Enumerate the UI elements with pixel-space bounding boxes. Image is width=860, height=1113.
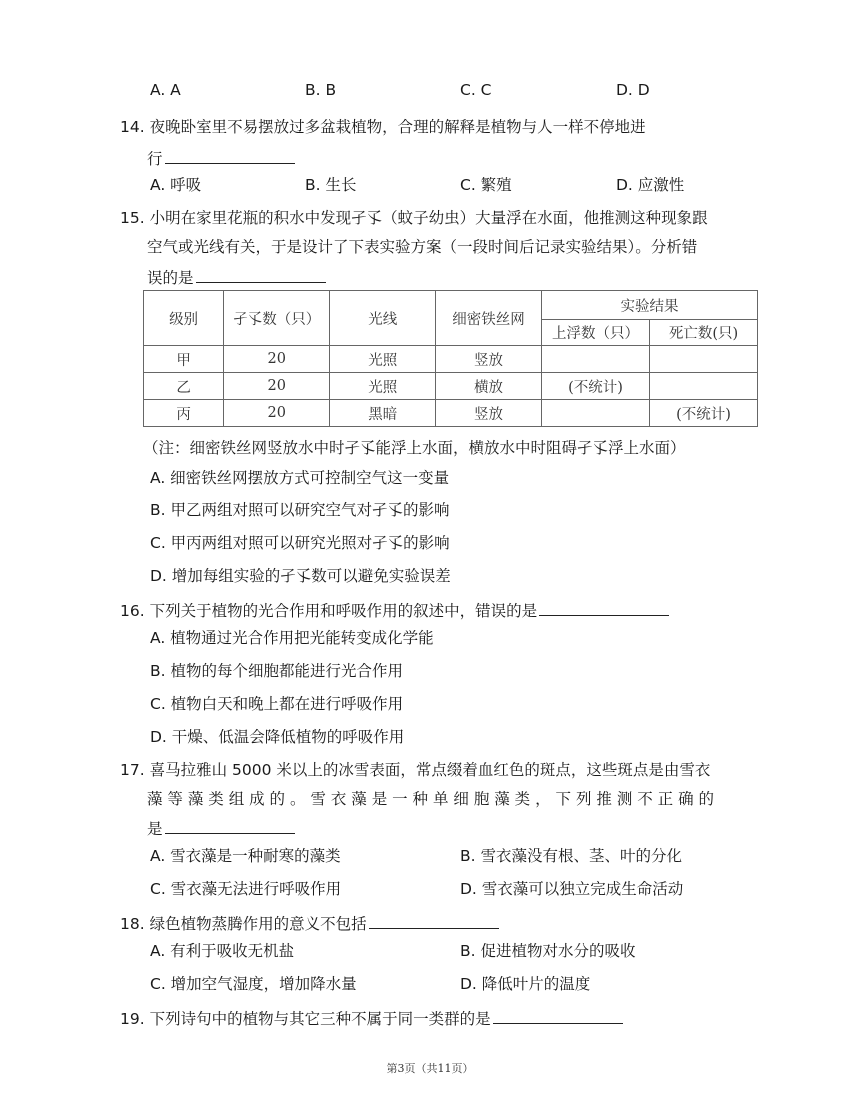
page-footer: 第3页（共11页） [386,1062,474,1075]
q18-stem [120,910,499,934]
q17-answer-blank[interactable] [165,815,295,834]
q16-stem [120,597,669,621]
q16-option-a: A. 植物通过光合作用把光能转变成化学能 [150,629,434,647]
table-header-result: 实验结果 [541,291,757,320]
table-header-count: 孑孓数（只） [224,291,330,346]
table-header-net: 细密铁丝网 [436,291,542,346]
q16-option-b: B. 植物的每个细胞都能进行光合作用 [150,662,403,680]
q18-option-d: D. 降低叶片的温度 [460,975,591,993]
cell-net: 横放 [436,373,542,400]
q15-option-a: A. 细密铁丝网摆放方式可控制空气这一变量 [150,469,450,487]
q16-answer-blank[interactable] [539,597,669,616]
q18-option-a: A. 有利于吸收无机盐 [150,942,295,960]
cell-count: 20 [224,346,330,373]
q15-option-c: C. 甲丙两组对照可以研究光照对孑孓的影响 [150,534,450,552]
cell-float: (不统计) [541,373,649,400]
q16-option-d: D. 干燥、低温会降低植物的呼吸作用 [150,728,405,746]
q19-answer-blank[interactable] [493,1005,623,1024]
q18-answer-blank[interactable] [369,910,499,929]
q17-option-b: B. 雪衣藻没有根、茎、叶的分化 [460,847,682,865]
q14-answer-blank[interactable] [165,145,295,164]
q15-option-d: D. 增加每组实验的孑孓数可以避免实验误差 [150,567,451,585]
q14-stem-line1: 14. 夜晚卧室里不易摆放过多盆栽植物，合理的解释是植物与人一样不停地进 [120,118,646,136]
q15-stem-line2: 空气或光线有关，于是设计了下表实验方案（一段时间后记录实验结果）。分析错 [147,238,698,256]
q13-option-b: B. B [305,81,337,99]
cell-net: 竖放 [436,400,542,427]
q14-stem-line2 [147,145,295,169]
q15-stem-line1: 15. 小明在家里花瓶的积水中发现孑孓（蚊子幼虫）大量浮在水面，他推测这种现象跟 [120,209,708,227]
q17-option-a: A. 雪衣藻是一种耐寒的藻类 [150,847,341,865]
q14-stem-tail: 行 [147,150,163,168]
cell-group: 丙 [144,400,224,427]
q17-stem-tail: 是 [147,820,163,838]
cell-group: 乙 [144,373,224,400]
table-row [144,346,758,373]
q18-option-c: C. 增加空气湿度，增加降水量 [150,975,357,993]
cell-group: 甲 [144,346,224,373]
cell-light: 光照 [330,373,436,400]
cell-dead [650,346,758,373]
q13-option-c: C. C [460,81,492,99]
q17-option-d: D. 雪衣藻可以独立完成生命活动 [460,880,684,898]
q18-stem-text: 18. 绿色植物蒸腾作用的意义不包括 [120,915,367,933]
cell-light: 黑暗 [330,400,436,427]
q13-option-d: D. D [616,81,650,99]
q15-stem-tail: 误的是 [147,269,194,287]
q15-answer-blank[interactable] [196,264,326,283]
cell-float [541,400,649,427]
q19-stem-text: 19. 下列诗句中的植物与其它三种不属于同一类群的是 [120,1010,491,1028]
cell-dead [650,373,758,400]
table-header-group: 级别 [144,291,224,346]
table-header-float: 上浮数（只） [541,320,649,346]
cell-float [541,346,649,373]
cell-count: 20 [224,400,330,427]
q16-stem-text: 16. 下列关于植物的光合作用和呼吸作用的叙述中，错误的是 [120,602,538,620]
q18-option-b: B. 促进植物对水分的吸收 [460,942,636,960]
q15-option-b: B. 甲乙两组对照可以研究空气对孑孓的影响 [150,501,450,519]
q14-option-b: B. 生长 [305,176,357,194]
table-row [144,373,758,400]
q15-note: （注：细密铁丝网竖放水中时孑孓能浮上水面，横放水中时阻碍孑孓浮上水面） [143,439,686,457]
q16-option-c: C. 植物白天和晚上都在进行呼吸作用 [150,695,404,713]
cell-count: 20 [224,373,330,400]
q15-experiment-table [143,290,758,427]
q14-option-c: C. 繁殖 [460,176,512,194]
q15-stem-line3 [147,264,326,288]
table-header-light: 光线 [330,291,436,346]
q13-option-a: A. A [150,81,181,99]
q17-stem-line2: 藻 等 藻 类 组 成 的 。 雪 衣 藻 是 一 种 单 细 胞 藻 类 ， 下 列 推 测 不 正 确 的 [147,790,715,808]
q17-option-c: C. 雪衣藻无法进行呼吸作用 [150,880,342,898]
cell-dead: (不统计) [650,400,758,427]
table-row [144,400,758,427]
q19-stem [120,1005,623,1029]
q17-stem-line1: 17. 喜马拉雅山 5000 米以上的冰雪表面，常点缀着血红色的斑点，这些斑点是由雪衣 [120,761,711,779]
cell-net: 竖放 [436,346,542,373]
q14-option-d: D. 应激性 [616,176,685,194]
q14-option-a: A. 呼吸 [150,176,202,194]
q17-stem-line3 [147,815,295,839]
table-header-dead: 死亡数(只) [650,320,758,346]
cell-light: 光照 [330,346,436,373]
